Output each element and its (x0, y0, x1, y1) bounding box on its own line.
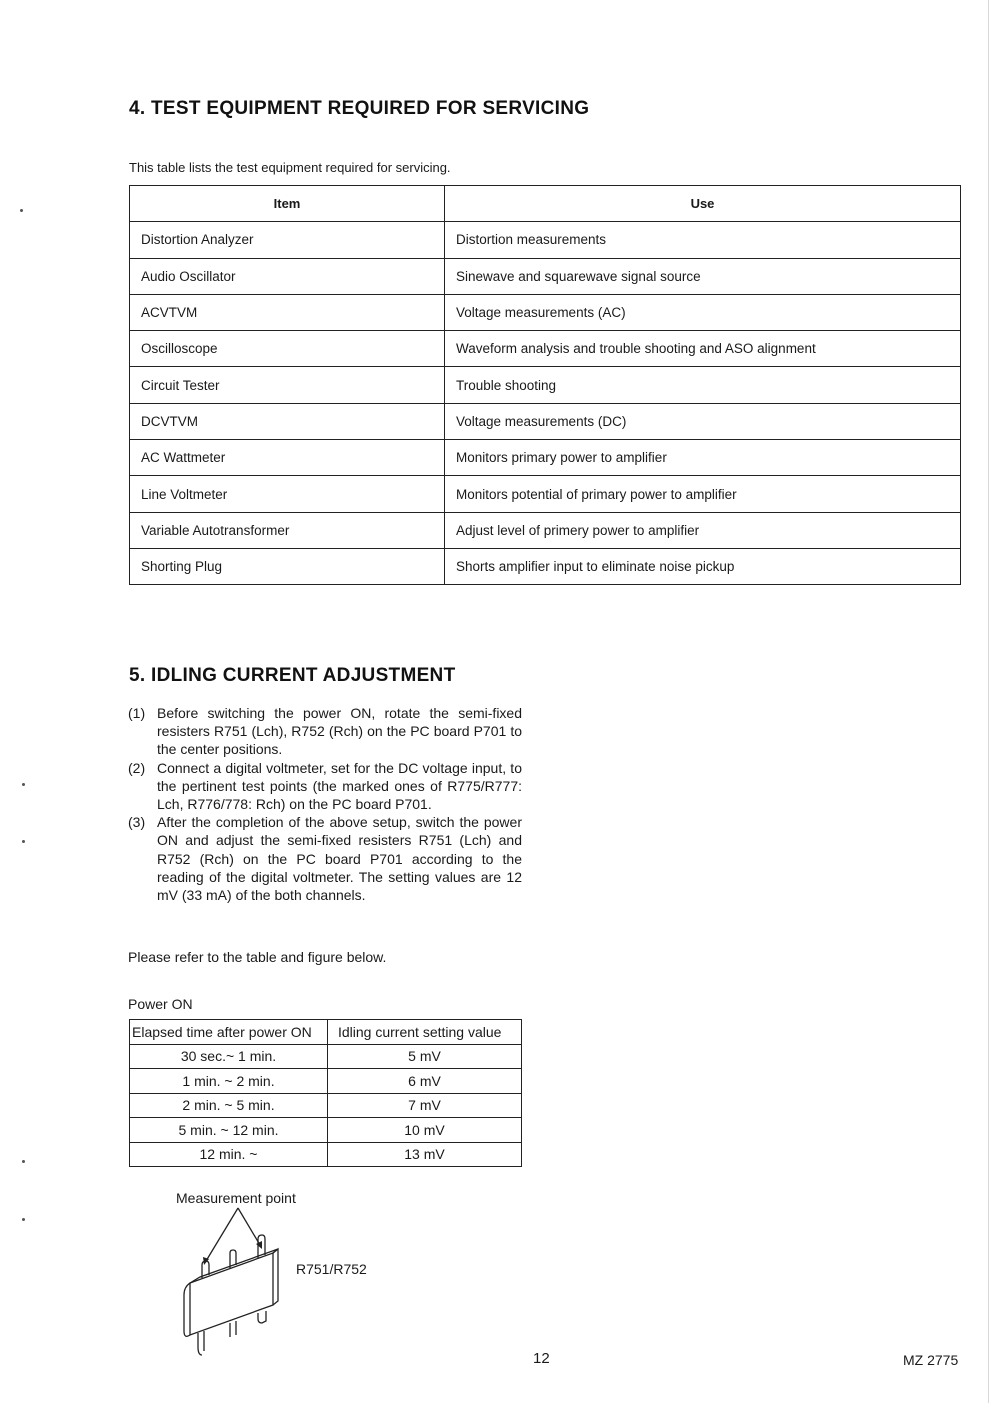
table-row (130, 512, 961, 548)
item-cell: DCVTVM (130, 403, 445, 439)
table-row (130, 222, 961, 258)
section-5-heading: 5. IDLING CURRENT ADJUSTMENT (129, 665, 456, 686)
table-row (130, 1093, 522, 1118)
table-row (130, 331, 961, 367)
list-item (128, 759, 522, 814)
table-row (130, 367, 961, 403)
item-cell: Variable Autotransformer (130, 512, 445, 548)
refer-text: Please refer to the table and figure below. (128, 949, 387, 965)
scan-dot (22, 783, 25, 786)
resistor-diagram (178, 1205, 293, 1365)
header-elapsed-time: Elapsed time after power ON (130, 1020, 328, 1045)
step-number: (3) (128, 814, 146, 831)
item-cell: AC Wattmeter (130, 440, 445, 476)
value-cell: 13 mV (328, 1142, 522, 1167)
adjustment-steps (128, 704, 522, 904)
scan-edge (988, 0, 989, 1403)
value-cell: 5 mV (328, 1044, 522, 1069)
scan-dot (20, 209, 23, 212)
value-cell: 6 mV (328, 1069, 522, 1094)
table-row (130, 476, 961, 512)
step-number: (1) (128, 705, 146, 721)
use-cell: Trouble shooting (445, 367, 961, 403)
list-item (128, 813, 522, 904)
section-4-intro: This table lists the test equipment required for servicing. (129, 160, 451, 175)
use-cell: Distortion measurements (445, 222, 961, 258)
use-cell: Adjust level of primery power to amplifier (445, 512, 961, 548)
item-cell: Circuit Tester (130, 367, 445, 403)
header-setting-value: Idling current setting value (328, 1020, 522, 1045)
table-row (130, 403, 961, 439)
use-cell: Monitors primary power to amplifier (445, 440, 961, 476)
use-cell: Shorts amplifier input to eliminate noise pickup (445, 548, 961, 584)
section-4-heading: 4. TEST EQUIPMENT REQUIRED FOR SERVICING (129, 98, 590, 119)
table-row (130, 548, 961, 584)
document-code: MZ 2775 (903, 1352, 959, 1368)
table-header-row (130, 186, 961, 222)
table-header-row (130, 1020, 522, 1045)
use-cell: Voltage measurements (AC) (445, 294, 961, 330)
table-caption: Power ON (128, 996, 193, 1012)
time-cell: 12 min. ~ (130, 1142, 328, 1167)
use-cell: Voltage measurements (DC) (445, 403, 961, 439)
test-equipment-table (129, 185, 961, 585)
step-text: Connect a digital voltmeter, set for the DC voltage input, to the pertinent test points (the marked ones of R775/R777: Lch, R776/778: Rch) on the PC board P701. (157, 759, 522, 813)
item-cell: Oscilloscope (130, 331, 445, 367)
table-row (130, 1069, 522, 1094)
use-cell: Monitors potential of primary power to amplifier (445, 476, 961, 512)
time-cell: 5 min. ~ 12 min. (130, 1118, 328, 1143)
header-use: Use (445, 186, 961, 222)
measurement-point-label: Measurement point (176, 1190, 296, 1206)
table-row (130, 1044, 522, 1069)
table-row (130, 1142, 522, 1167)
time-cell: 1 min. ~ 2 min. (130, 1069, 328, 1094)
value-cell: 10 mV (328, 1118, 522, 1143)
item-cell: Audio Oscillator (130, 258, 445, 294)
table-row (130, 258, 961, 294)
use-cell: Sinewave and squarewave signal source (445, 258, 961, 294)
idling-current-table (129, 1019, 522, 1167)
value-cell: 7 mV (328, 1093, 522, 1118)
time-cell: 30 sec.~ 1 min. (130, 1044, 328, 1069)
list-item (128, 704, 522, 759)
page-number: 12 (533, 1350, 550, 1367)
step-text: After the completion of the above setup, switch the power ON and adjust the semi-fixed resisters R751 (Lch) and R752 (Rch) on the PC board P701 according to the reading of the digital voltmeter. The setting values are 12 mV (33 mA) of the both channels. (157, 814, 522, 904)
step-text: Before switching the power ON, rotate the semi-fixed resisters R751 (Lch), R752 (Rch) on the PC board P701 to the center positions. (157, 705, 522, 758)
table-row (130, 1118, 522, 1143)
use-cell: Waveform analysis and trouble shooting and ASO alignment (445, 331, 961, 367)
time-cell: 2 min. ~ 5 min. (130, 1093, 328, 1118)
item-cell: ACVTVM (130, 294, 445, 330)
step-number: (2) (128, 759, 146, 776)
scan-dot (22, 1218, 25, 1221)
item-cell: Shorting Plug (130, 548, 445, 584)
resistor-label: R751/R752 (296, 1261, 367, 1277)
item-cell: Distortion Analyzer (130, 222, 445, 258)
header-item: Item (130, 186, 445, 222)
scan-dot (22, 840, 25, 843)
item-cell: Line Voltmeter (130, 476, 445, 512)
scan-dot (22, 1160, 25, 1163)
table-row (130, 440, 961, 476)
table-row (130, 294, 961, 330)
